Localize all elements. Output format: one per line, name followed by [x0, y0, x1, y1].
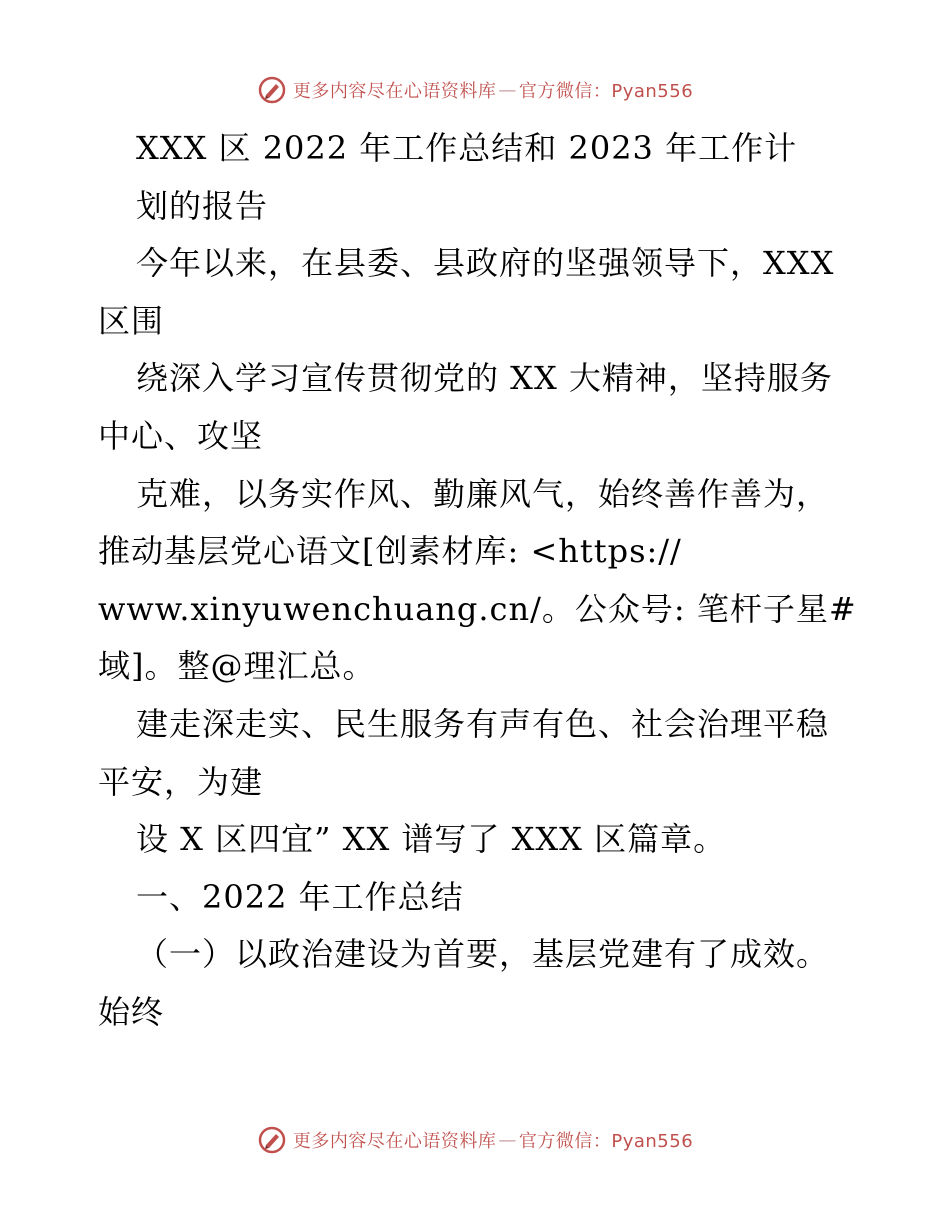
watermark-site-text: 更多内容尽在心语资料库	[292, 81, 497, 102]
section-heading: 一、2022 年工作总结	[136, 877, 464, 916]
paragraph-line: 推动基层党心语文[创素材库: <https://	[98, 532, 682, 571]
paragraph-line: 今年以来，在县委、县政府的坚强领导下，XXX	[136, 244, 835, 283]
watermark-header	[0, 70, 950, 110]
watermark-wechat-text: 官方微信：Pyan556	[518, 1131, 694, 1152]
watermark-footer	[0, 1120, 950, 1160]
watermark-wechat-text: 官方微信：Pyan556	[518, 81, 694, 102]
paragraph-line: www.xinyuwenchuang.cn/。公众号: 笔杆子星#	[98, 589, 857, 628]
document-body	[98, 120, 858, 1042]
paragraph-line: 建走深走实、民生服务有声有色、社会治理平稳	[136, 704, 830, 743]
document-title-line-2: 划的报告	[136, 186, 269, 225]
pen-logo-icon	[257, 75, 287, 105]
watermark-separator: —	[498, 79, 517, 101]
watermark-separator: —	[498, 1129, 517, 1151]
paragraph-line: 中心、攻坚	[98, 416, 264, 455]
watermark-site-text: 更多内容尽在心语资料库	[292, 1131, 497, 1152]
paragraph-line: 设 X 区四宜” XX 谱写了 XXX 区篇章。	[136, 820, 727, 859]
pen-logo-icon	[257, 1125, 287, 1155]
paragraph-line: 区围	[98, 301, 165, 340]
paragraph-line: 域]。整@理汇总。	[98, 647, 376, 686]
paragraph-line: 平安，为建	[98, 762, 264, 801]
document-title-line-1: XXX 区 2022 年工作总结和 2023 年工作计	[136, 129, 798, 167]
subsection-heading: （一）以政治建设为首要，基层党建有了成效。	[136, 935, 830, 974]
paragraph-line: 始终	[98, 992, 165, 1031]
paragraph-line: 绕深入学习宣传贯彻党的 XX 大精神，坚持服务	[136, 359, 833, 398]
paragraph-line: 克难，以务实作风、勤廉风气，始终善作善为，	[136, 474, 830, 513]
